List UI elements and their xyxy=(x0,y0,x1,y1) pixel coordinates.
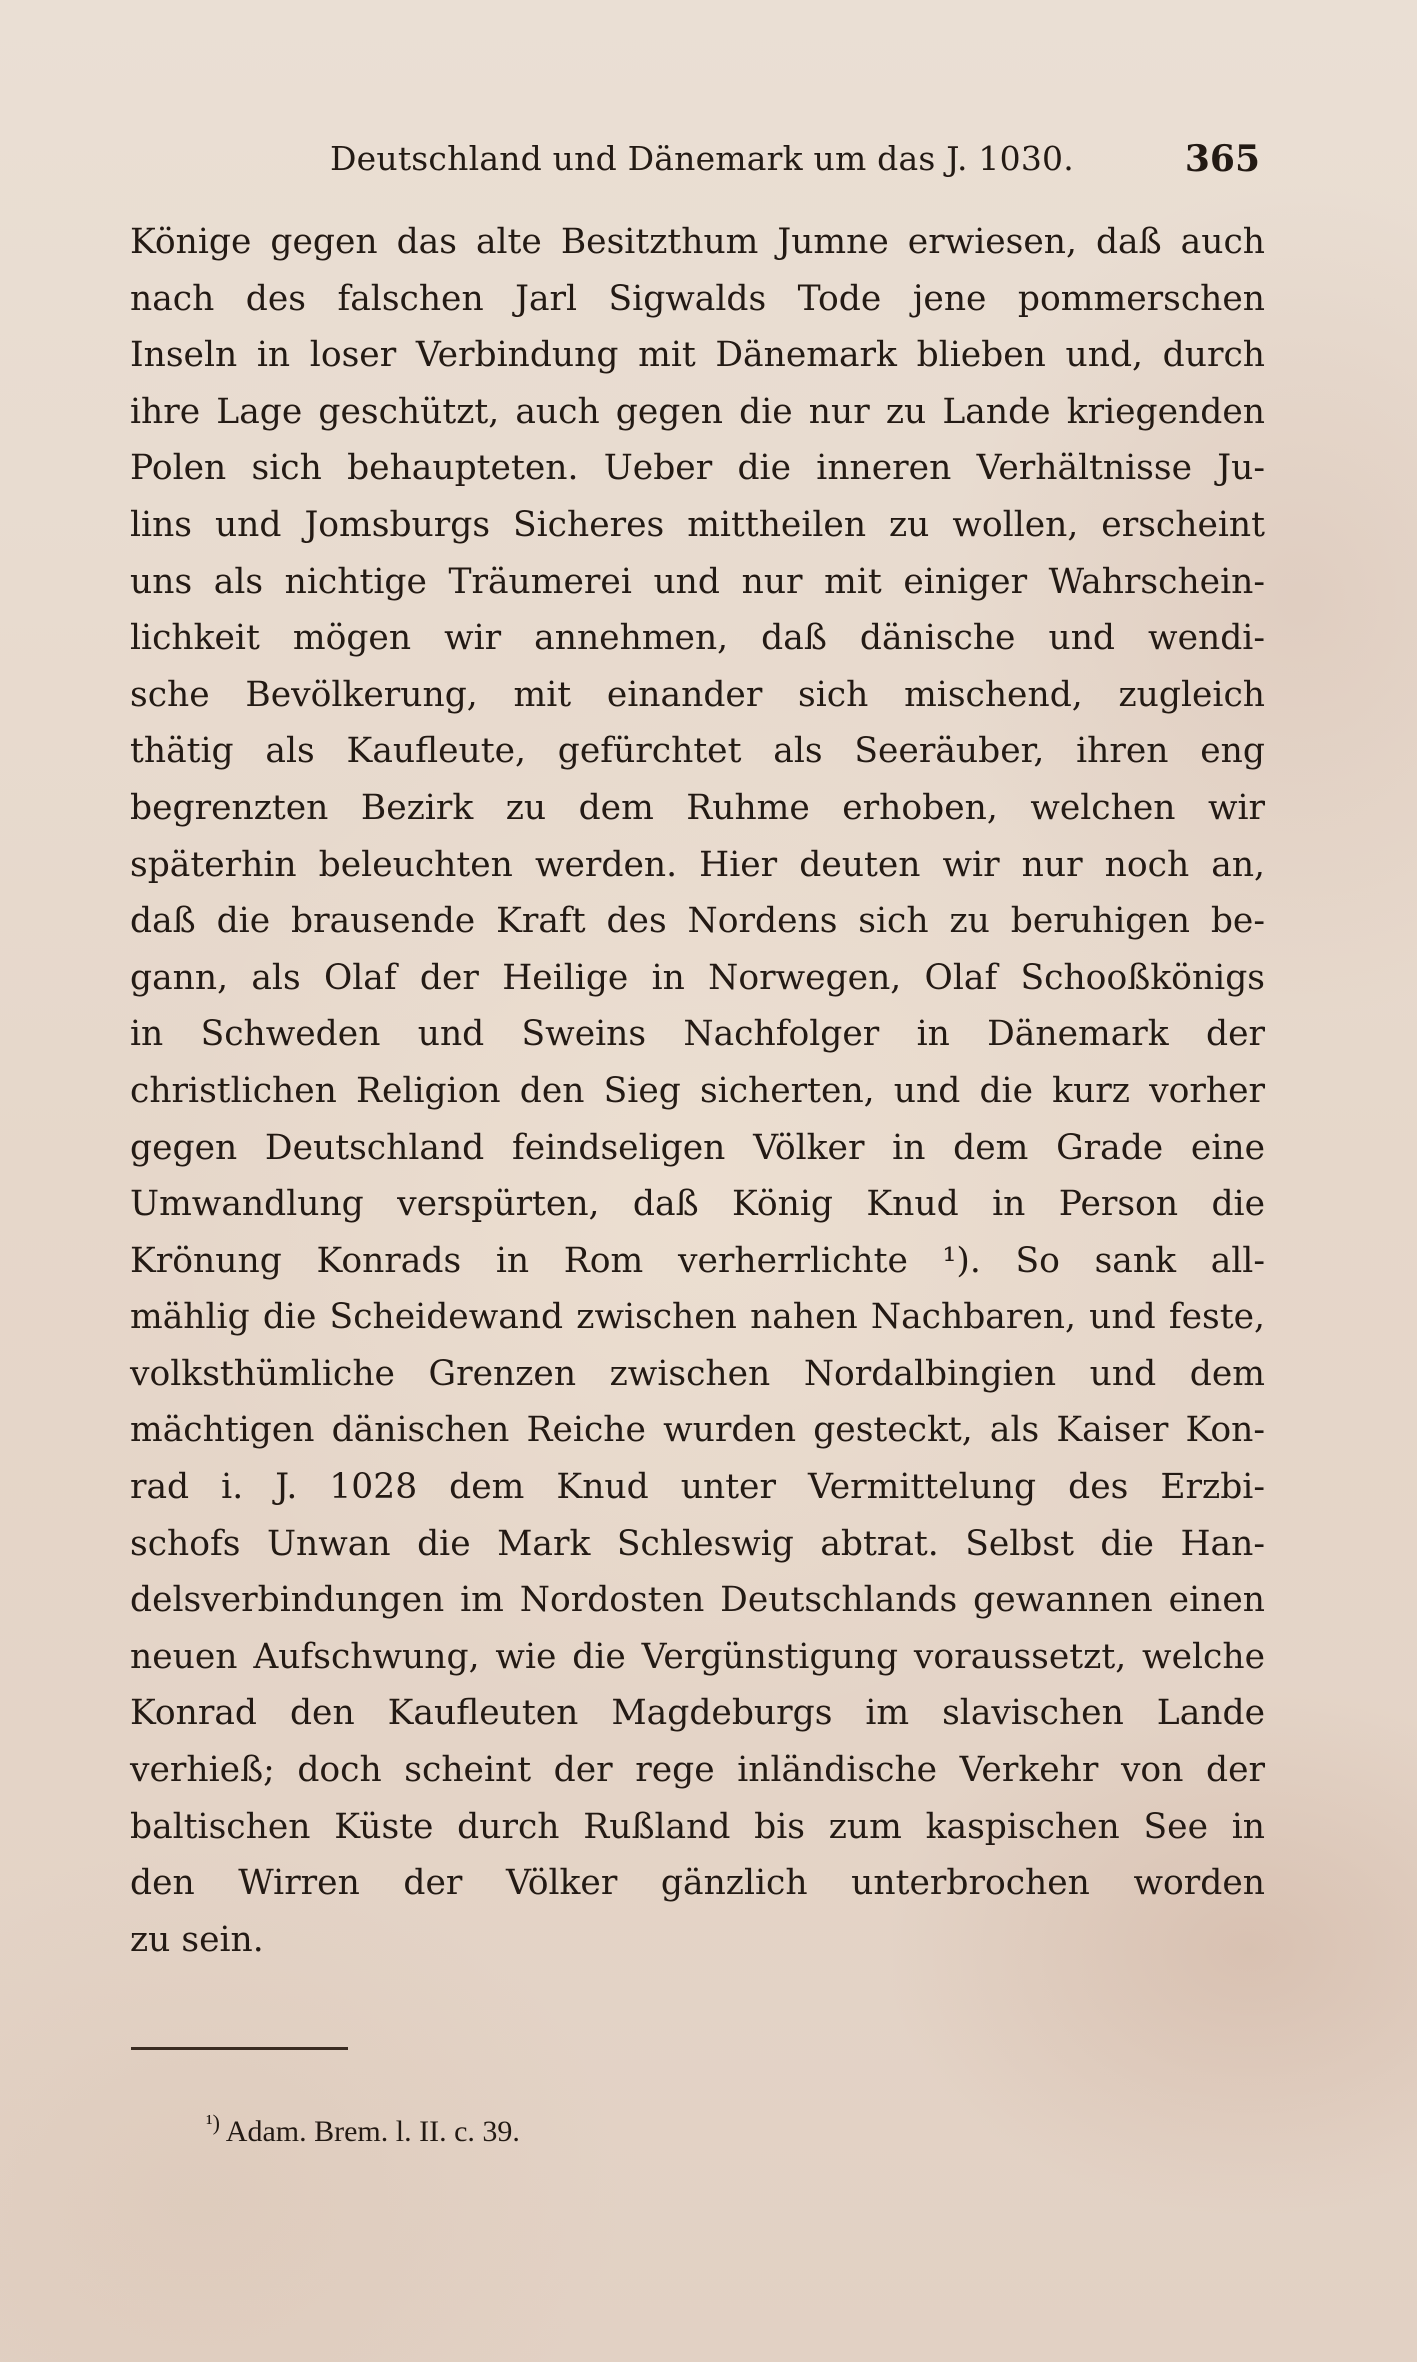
text-line: sche Bevölkerung, mit einander sich mischend, zugleich xyxy=(130,674,1265,715)
text-line: Krönung Konrads in Rom verherrlichte ¹). So sank all- xyxy=(130,1240,1265,1281)
text-line: uns als nichtige Träumerei und nur mit einiger Wahrschein- xyxy=(130,561,1265,602)
footnote xyxy=(206,2098,520,2157)
text-line: neuen Aufschwung, wie die Vergünstigung voraussetzt, welche xyxy=(130,1636,1265,1677)
text-line: späterhin beleuchten werden. Hier deuten wir nur noch an, xyxy=(130,844,1265,885)
text-line: Umwandlung verspürten, daß König Knud in Person die xyxy=(130,1184,1265,1225)
text-line: lichkeit mögen wir annehmen, daß dänische und wendi- xyxy=(130,618,1265,659)
text-line: Konrad den Kaufleuten Magdeburgs im slavischen Lande xyxy=(130,1693,1265,1734)
text-line: Könige gegen das alte Besitzthum Jumne erwiesen, daß auch xyxy=(130,222,1265,262)
text-line: begrenzten Bezirk zu dem Ruhme erhoben, welchen wir xyxy=(130,787,1265,828)
text-line: in Schweden und Sweins Nachfolger in Dänemark der xyxy=(130,1014,1265,1055)
body-text xyxy=(130,214,1265,1968)
text-line: thätig als Kaufleute, gefürchtet als Seeräuber, ihren eng xyxy=(130,731,1265,772)
footnote-rule xyxy=(131,2047,348,2050)
text-line: gegen Deutschland feindseligen Völker in dem Grade eine xyxy=(130,1127,1265,1168)
text-line: mählig die Scheidewand zwischen nahen Nachbaren, und feste, xyxy=(130,1297,1265,1338)
text-line: verhieß; doch scheint der rege inländische Verkehr von der xyxy=(130,1750,1265,1791)
text-line: gann, als Olaf der Heilige in Norwegen, Olaf Schooßkönigs xyxy=(130,957,1265,998)
text-line: zu sein. xyxy=(130,1919,264,1960)
text-line: Polen sich behaupteten. Ueber die inneren Verhältnisse Ju- xyxy=(130,448,1265,489)
running-head xyxy=(130,134,1260,184)
text-line: daß die brausende Kraft des Nordens sich zu beruhigen be- xyxy=(130,901,1265,942)
text-line: den Wirren der Völker gänzlich unterbrochen worden xyxy=(130,1863,1265,1904)
text-line: schofs Unwan die Mark Schleswig abtrat. Selbst die Han- xyxy=(130,1523,1265,1564)
text-line: lins und Jomsburgs Sicheres mittheilen zu wollen, erscheint xyxy=(130,504,1265,545)
text-line: christlichen Religion den Sieg sicherten, und die kurz vorher xyxy=(130,1070,1265,1111)
text-line: delsverbindungen im Nordosten Deutschlands gewannen einen xyxy=(130,1580,1265,1621)
text-line: nach des falschen Jarl Sigwalds Tode jene pommerschen xyxy=(130,278,1265,319)
footnote-text: Adam. Brem. l. II. c. 39. xyxy=(225,2115,520,2148)
text-line: mächtigen dänischen Reiche wurden gesteckt, als Kaiser Kon- xyxy=(130,1410,1265,1451)
text-line: ihre Lage geschützt, auch gegen die nur zu Lande kriegenden xyxy=(130,391,1265,432)
page-number: 365 xyxy=(1184,138,1260,180)
text-line: rad i. J. 1028 dem Knud unter Vermittelung des Erzbi- xyxy=(130,1467,1265,1508)
text-line: Inseln in loser Verbindung mit Dänemark blieben und, durch xyxy=(130,335,1265,376)
text-line: baltischen Küste durch Rußland bis zum kaspischen See in xyxy=(130,1806,1265,1847)
running-title: Deutschland und Dänemark um das J. 1030. xyxy=(330,139,1074,178)
text-line: volksthümliche Grenzen zwischen Nordalbingien und dem xyxy=(130,1353,1265,1394)
footnote-mark: ¹) xyxy=(206,2110,220,2135)
